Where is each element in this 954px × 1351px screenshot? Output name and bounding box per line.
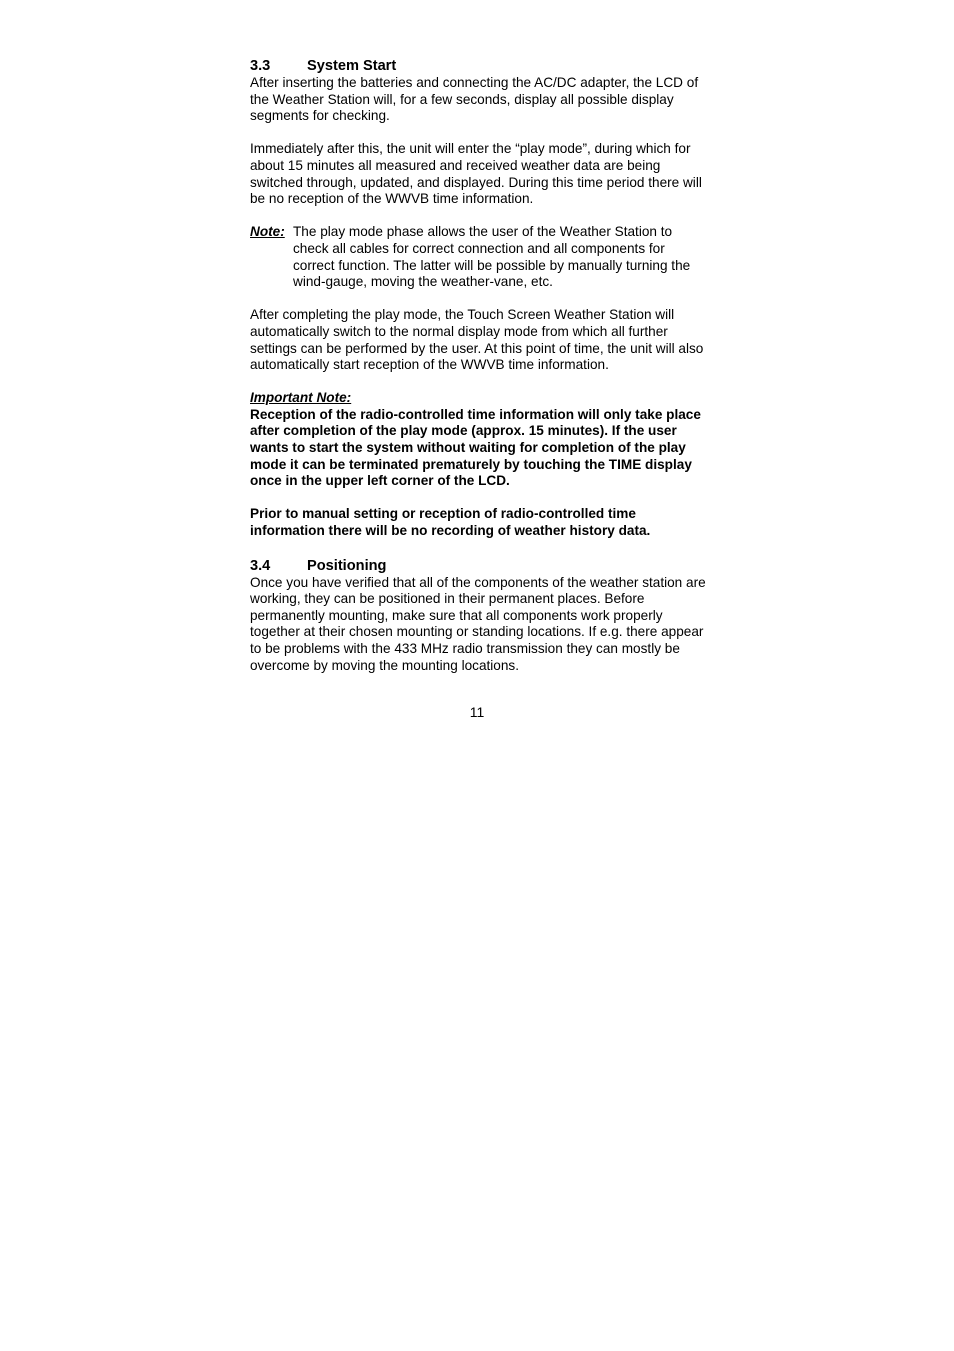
section-title: Positioning	[307, 557, 387, 574]
page-number: 11	[469, 704, 485, 720]
document-body	[250, 58, 706, 674]
section-number: 3.4	[250, 557, 271, 574]
paragraph: Immediately after this, the unit will enter the “play mode”, during which for about 15 minutes all measured and received weather data are being switched through, updated, and displayed. During this time period there will be no reception of the WWVB time information.	[250, 141, 702, 207]
important-note-text: Reception of the radio-controlled time information will only take place after completion of the play mode (approx. 15 minutes). If the user wants to start the system without waiting for completion of the play mode it can be terminated prematurely by touching the TIME display once in the upper left corner of the LCD.	[250, 406, 701, 489]
note-label: Note:	[250, 224, 285, 240]
paragraph: Once you have verified that all of the components of the weather station are working, they can be positioned in their permanent places. Before permanently mounting, make sure that all components work properly together at their chosen mounting or standing locations. If e.g. there appear to be problems with the 433 MHz radio transmission they can mostly be overcome by moving the mounting locations.	[250, 574, 706, 673]
note-text: The play mode phase allows the user of the Weather Station to check all cables for correct connection and all components for correct function. The latter will be possible by manually turning the wind-gauge, moving the weather-vane, etc.	[293, 224, 691, 290]
section-title: System Start	[307, 58, 397, 74]
paragraph: After inserting the batteries and connecting the AC/DC adapter, the LCD of the Weather Station will, for a few seconds, display all possible display segments for checking.	[250, 75, 699, 124]
important-note-label: Important Note:	[250, 390, 352, 406]
note-block	[250, 224, 706, 290]
section-heading-positioning	[250, 558, 706, 575]
section-number: 3.3	[250, 58, 271, 74]
section-heading-system-start	[250, 58, 706, 75]
paragraph: After completing the play mode, the Touch Screen Weather Station will automatically switch to the normal display mode from which all further settings can be performed by the user. At this point of time, the unit will also automatically start reception of the WWVB time information.	[250, 307, 704, 373]
important-note-text-2: Prior to manual setting or reception of radio-controlled time information there will be no recording of weather history data.	[250, 506, 651, 539]
